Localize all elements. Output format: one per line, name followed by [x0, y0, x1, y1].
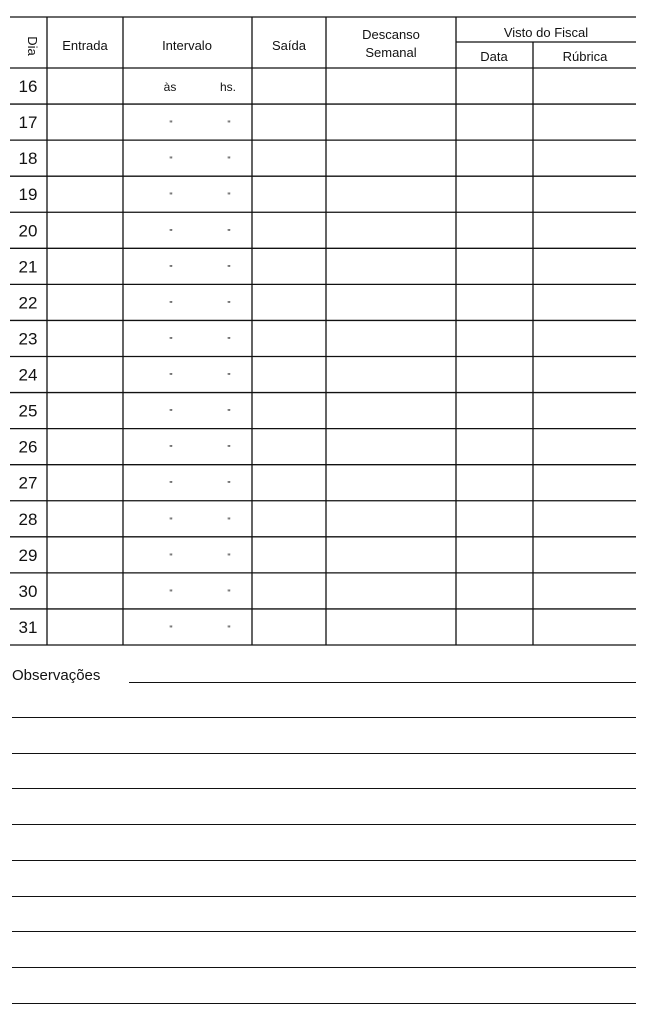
day-number: 28 [18, 509, 38, 529]
day-number: 22 [18, 293, 38, 313]
day-number: 26 [18, 437, 38, 457]
observation-line[interactable] [12, 788, 636, 789]
ditto-mark: " [227, 479, 231, 490]
ditto-mark: " [169, 119, 173, 130]
ditto-mark: " [227, 407, 231, 418]
ditto-mark: " [227, 371, 231, 382]
ditto-mark: " [169, 155, 173, 166]
ditto-mark: " [169, 551, 173, 562]
ditto-mark: " [227, 587, 231, 598]
ditto-mark: " [227, 299, 231, 310]
day-number: 24 [18, 365, 38, 385]
ditto-mark: " [227, 335, 231, 346]
observacoes-label: Observações [12, 667, 101, 684]
observation-line[interactable] [12, 860, 636, 861]
header-dia: Dia [25, 36, 40, 56]
day-number: 16 [18, 77, 38, 97]
ditto-mark: " [169, 299, 173, 310]
ditto-mark: " [227, 155, 231, 166]
observacoes-line [129, 682, 636, 683]
ditto-mark: " [227, 551, 231, 562]
observation-line[interactable] [12, 1003, 636, 1004]
header-saida: Saída [272, 38, 306, 53]
timesheet-table [10, 16, 636, 646]
ditto-mark: " [227, 191, 231, 202]
ditto-mark: " [227, 443, 231, 454]
ditto-mark: " [227, 623, 231, 634]
ditto-mark: " [169, 227, 173, 238]
ditto-mark: " [169, 479, 173, 490]
day-number: 23 [18, 329, 38, 349]
header-descanso-line2: Semanal [365, 45, 417, 60]
day-number: 18 [18, 149, 38, 169]
ditto-mark: " [227, 263, 231, 274]
day-number: 20 [18, 221, 38, 241]
day-number: 27 [18, 473, 38, 493]
day-number: 31 [18, 617, 38, 637]
intervalo-hs-label: hs. [219, 80, 237, 95]
day-number: 25 [18, 401, 38, 421]
day-number: 30 [18, 581, 38, 601]
table-grid [10, 17, 636, 645]
header-visto-fiscal: Visto do Fiscal [503, 25, 589, 40]
day-number: 17 [18, 113, 38, 133]
observation-line[interactable] [12, 753, 636, 754]
observacoes-field[interactable] [12, 667, 636, 689]
ditto-mark: " [169, 623, 173, 634]
ditto-mark: " [169, 443, 173, 454]
header-intervalo: Intervalo [162, 38, 212, 53]
ditto-mark: " [227, 515, 231, 526]
observation-line[interactable] [12, 931, 636, 932]
observation-line[interactable] [12, 896, 636, 897]
ditto-mark: " [169, 263, 173, 274]
intervalo-as-label: às [163, 80, 177, 95]
day-number: 19 [18, 185, 38, 205]
header-data: Data [480, 49, 508, 64]
observation-line[interactable] [12, 967, 636, 968]
header-rubrica: Rúbrica [562, 49, 608, 64]
day-number: 21 [18, 257, 38, 277]
ditto-mark: " [169, 587, 173, 598]
ditto-mark: " [169, 335, 173, 346]
observation-line[interactable] [12, 717, 636, 718]
ditto-mark: " [169, 191, 173, 202]
ditto-mark: " [169, 371, 173, 382]
ditto-mark: " [169, 407, 173, 418]
ditto-mark: " [227, 119, 231, 130]
ditto-mark: " [169, 515, 173, 526]
header-entrada: Entrada [62, 38, 108, 53]
header-descanso-line1: Descanso [362, 27, 420, 42]
observation-line[interactable] [12, 824, 636, 825]
day-number: 29 [18, 545, 38, 565]
ditto-mark: " [227, 227, 231, 238]
